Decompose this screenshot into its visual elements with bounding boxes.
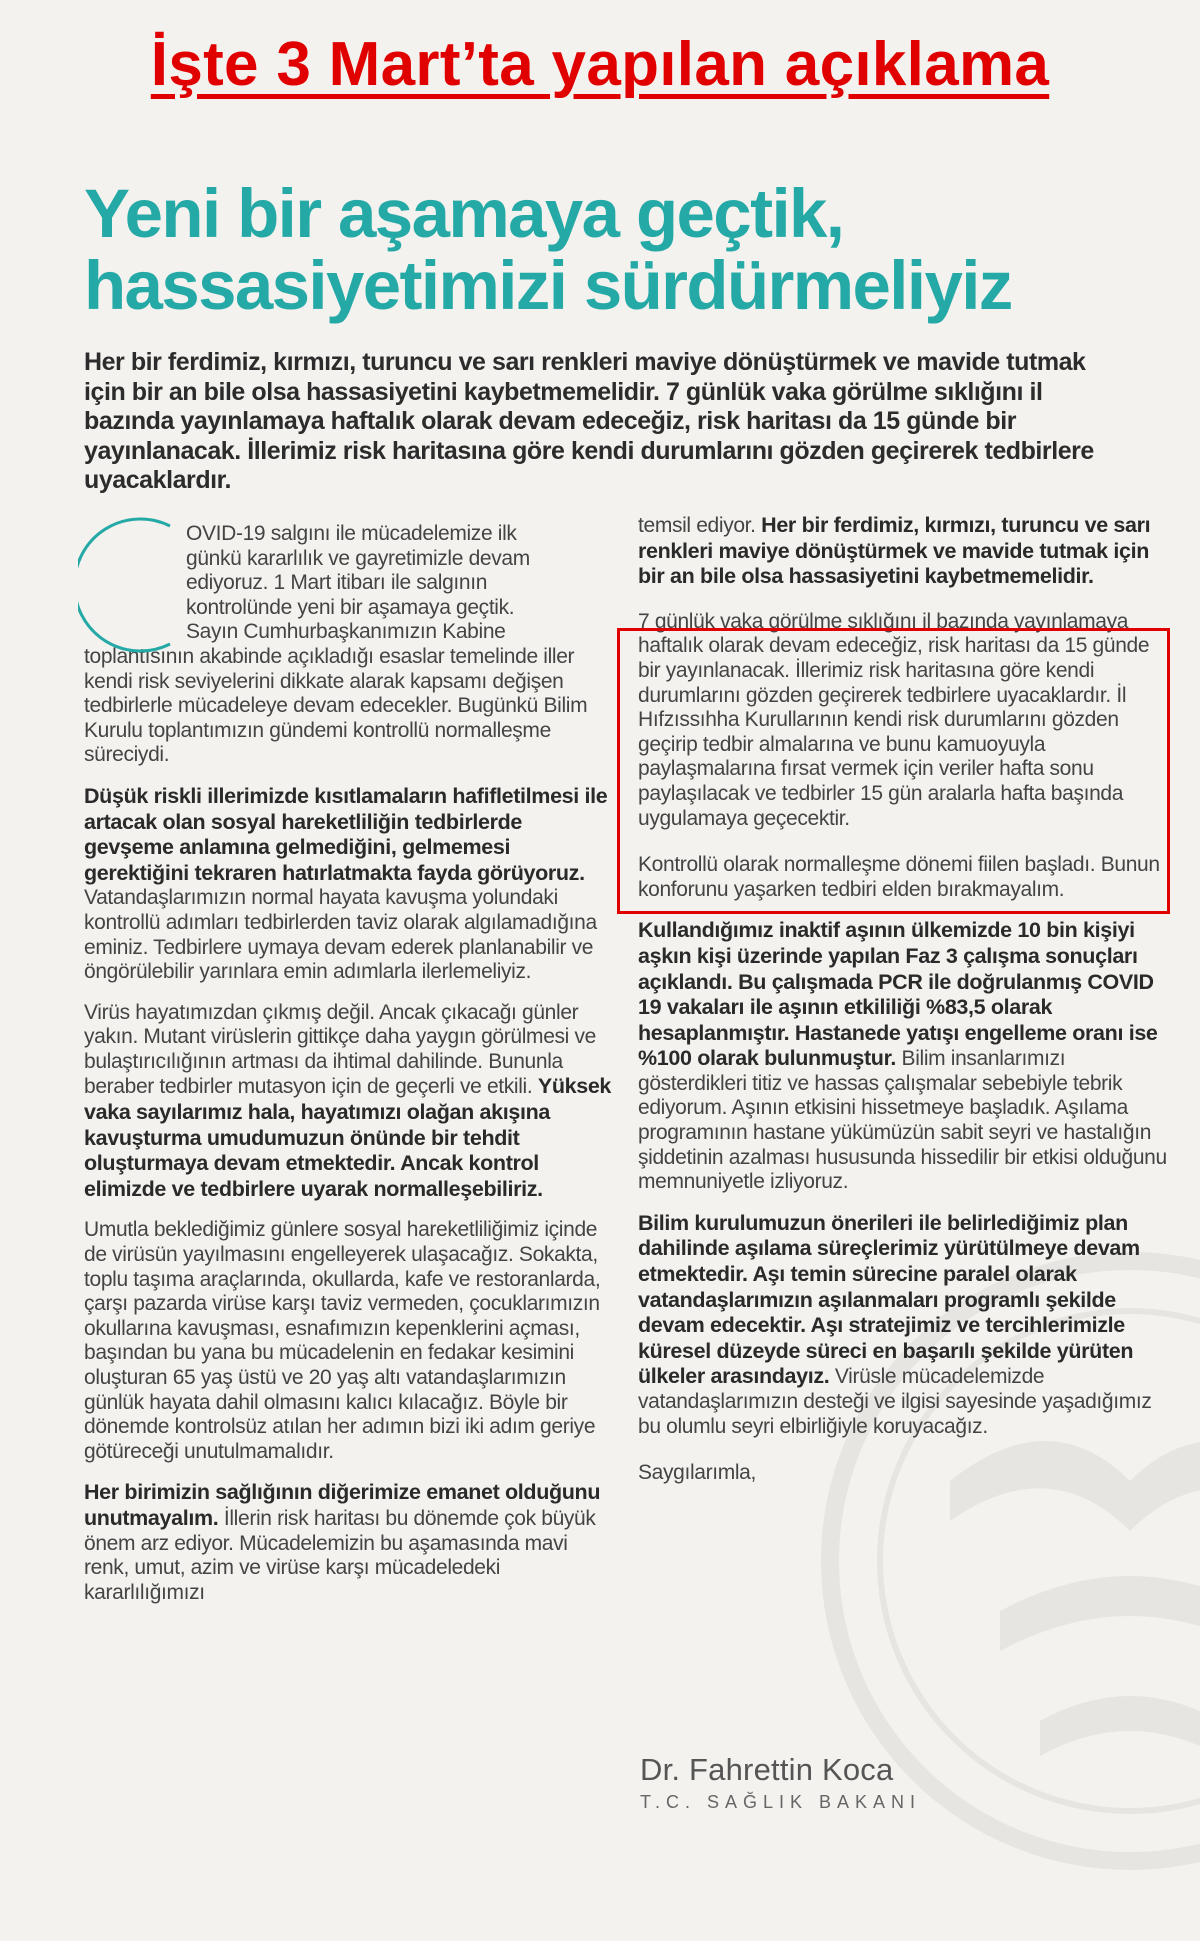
- page-title: [84, 175, 1134, 324]
- left-p2-normal: Vatandaşlarımızın normal hayata kavuşma yolundaki kontrollü adımları tedbirlerden taviz olarak algılamadığına eminiz. Tedbirlere uymaya devam ederek planlanabilir ve öngörülebilir yarınlara emin adımlarla ilerlemeliyiz.: [84, 886, 597, 984]
- headline: İşte 3 Mart’ta yapılan açıklama: [150, 30, 1050, 99]
- left-p1-line-5: Sayın Cumhurbaşkanımızın Kabine: [186, 620, 506, 644]
- right-p4-normal: Bilim insanlarımızı gösterdikleri titiz ve hassas çalışmalar sebebiyle tebrik ediyorum. Aşının etkisini hissetmeye başladık. Aşılama programının hastane yükümüzün sabit seyri ve hastalığın şiddetinin azalması hususunda hissedilir bir etkisi olduğunu memnuniyetle izliyoruz.: [638, 1047, 1167, 1194]
- left-p1-rest: toplantısının akabinde açıkladığı esaslar temelinde iller kendi risk seviyelerini dikkate alarak kapsamı değişen tedbirlerle mücadeleye devam edecekler. Bugünkü Bilim Kurulu toplantımızın gündemi kontrollü normalleşme süreciydi.: [84, 644, 588, 767]
- drop-cap-c-icon: [78, 510, 186, 660]
- right-paragraph-1: [638, 513, 1168, 590]
- highlight-box: [617, 628, 1170, 914]
- left-p1-line-4: kontrolünde yeni bir aşamaya geçtik.: [186, 595, 515, 619]
- left-paragraph-1: [84, 522, 616, 768]
- title-line-1: Yeni bir aşamaya geçtik,: [84, 175, 844, 252]
- left-p3-normal: Virüs hayatımızdan çıkmış değil. Ancak çıkacağı günler yakın. Mutant virüslerin gittikçe daha yaygın görülmesi ve bulaştırıcılığının artması da ihtimal dahilinde. Bununla beraber tedbirler mutasyon için de geçerli ve etkili.: [84, 1000, 596, 1099]
- closing-salutation: Saygılarımla,: [638, 1461, 756, 1485]
- signature-name: Dr. Fahrettin Koca: [640, 1752, 894, 1787]
- left-p1-line-1: OVID-19 salgını ile mücadelemize ilk: [186, 522, 517, 545]
- left-p1-line-2: günkü kararlılık ve gayretimizle devam: [186, 546, 530, 570]
- title-line-2: hassasiyetimizi sürdürmeliyiz: [84, 247, 1012, 324]
- left-column: [84, 522, 616, 1621]
- left-paragraph-3: [84, 1001, 616, 1203]
- left-paragraph-4: Umutla beklediğimiz günlere sosyal hareketliliğimiz içinde de virüsün yayılmasını engelleyerek ulaşacağız. Sokakta, toplu taşıma araçlarında, okullarda, kafe ve restoranlarda, çarşı pazarda virüse karşı taviz vermeden, çocuklarımızın okullarına kavuşması, esnafımızın kepenklerini açması, başından bu yana bu mücadelenin en fedakar kesimini oluşturan 65 yaş üstü ve 20 yaş altı vatandaşlarımızın günlük hayata dahil olmasını kalıcı kılacağız. Böyle bir dönemde kontrolsüz atılan her adımın bizi iki adım geriye götüreceği unutulmamalıdır.: [84, 1218, 601, 1463]
- right-paragraph-4: [638, 918, 1168, 1195]
- left-p2-bold: Düşük riskli illerimizde kısıtlamaların hafifletilmesi ile artacak olan sosyal hareketliliğin tedbirlerde gevşeme anlamına gelmediğini, gelmemesi gerektiğini tekraren hatırlatmakta fayda görüyoruz.: [84, 783, 608, 885]
- left-paragraph-5: [84, 1480, 616, 1605]
- right-p5-bold: Bilim kurulumuzun önerileri ile belirlediğimiz plan dahilinde aşılama süreçlerimiz yürütülmeye devam etmektedir. Aşı temin sürecine paralel olarak vatandaşlarımızın aşılanmaları programlı şekilde devam edecektir. Aşı stratejimiz ve tercihlerimizle küresel düzeyde süreci en başarılı şekilde yürüten ülkeler arasındayız.: [638, 1210, 1140, 1389]
- left-p5-normal: İllerin risk haritası bu dönemde çok büyük önem arz ediyor. Mücadelemizin bu aşamasında mavi renk, umut, azim ve virüse karşı mücadeledeki kararlılığımızı: [84, 1506, 596, 1604]
- right-p1-normal: temsil ediyor.: [638, 514, 762, 537]
- left-p3-bold: Yüksek vaka sayılarımız hala, hayatımızı olağan akışına kavuşturma umudumuzun önünde bir tehdit oluşturmaya devam etmektedir. Ancak kontrol elimizde ve tedbirlere uyarak normalleşebiliriz.: [84, 1074, 612, 1201]
- left-p5-bold: Her birimizin sağlığının diğerimize emanet olduğunu unutmayalım.: [84, 1480, 601, 1530]
- intro-paragraph: Her bir ferdimiz, kırmızı, turuncu ve sarı renkleri maviye dönüştürmek ve mavide tutmak için bir an bile olsa hassasiyetini kaybetmemelidir. 7 günlük vaka görülme sıklığını il bazında yayınlamaya haftalık olarak devam edeceğiz, risk haritası da 15 günde bir yayınlanacak. İllerimiz risk haritasına göre kendi durumlarını gözden geçirerek tedbirlere uyacaklardır.: [84, 348, 1094, 494]
- left-p1-line-3: ediyoruz. 1 Mart itibarı ile salgının: [186, 571, 488, 595]
- right-paragraph-5: [638, 1211, 1168, 1439]
- right-paragraph-2-highlighted: 7 günlük vaka görülme sıklığını il bazında yayınlamaya haftalık olarak devam edeceğiz, risk haritası da 15 günde bir yayınlanacak. İllerimiz risk haritasına göre kendi durumlarını gözden geçirerek tedbirlere uyacaklardır. İl Hıfzıssıhha Kurullarının kendi risk durumlarını gözden geçirip tedbir almalarına ve bunu kamuoyuyla paylaşmalarına fırsat vermek için veriler hafta sonu paylaşılacak ve tedbirler 15 gün aralarla hafta başında uygulamaya geçecektir.: [638, 609, 1150, 830]
- signature-block: [640, 1752, 921, 1813]
- right-p1-bold: Her bir ferdimiz, kırmızı, turuncu ve sarı renkleri maviye dönüştürmek ve mavide tutmak için bir an bile olsa hassasiyetini kaybetmemelidir.: [638, 513, 1151, 589]
- right-p4-bold: Kullandığımız inaktif aşının ülkemizde 10 bin kişiyi aşkın kişi üzerinde yapılan Faz 3 çalışma sonuçları açıklandı. Bu çalışmada PCR ile doğrulanmış COVID 19 vakaları ile aşının etkililiği %83,5 olarak hesaplanmıştır. Hastanede yatışı engelleme oranı ise %100 olarak bulunmuştur.: [638, 918, 1158, 1071]
- left-paragraph-2: [84, 784, 616, 985]
- right-p5-normal: Virüsle mücadelemizde vatandaşlarımızın desteği ve ilgisi sayesinde yaşadığımız bu olumlu seyri elbirliğiyle koruyacağız.: [638, 1365, 1152, 1438]
- right-paragraph-3: Kontrollü olarak normalleşme dönemi fiilen başladı. Bunun konforunu yaşarken tedbiri elden bırakmayalım.: [638, 853, 1160, 901]
- signature-role: T.C. SAĞLIK BAKANI: [640, 1792, 922, 1812]
